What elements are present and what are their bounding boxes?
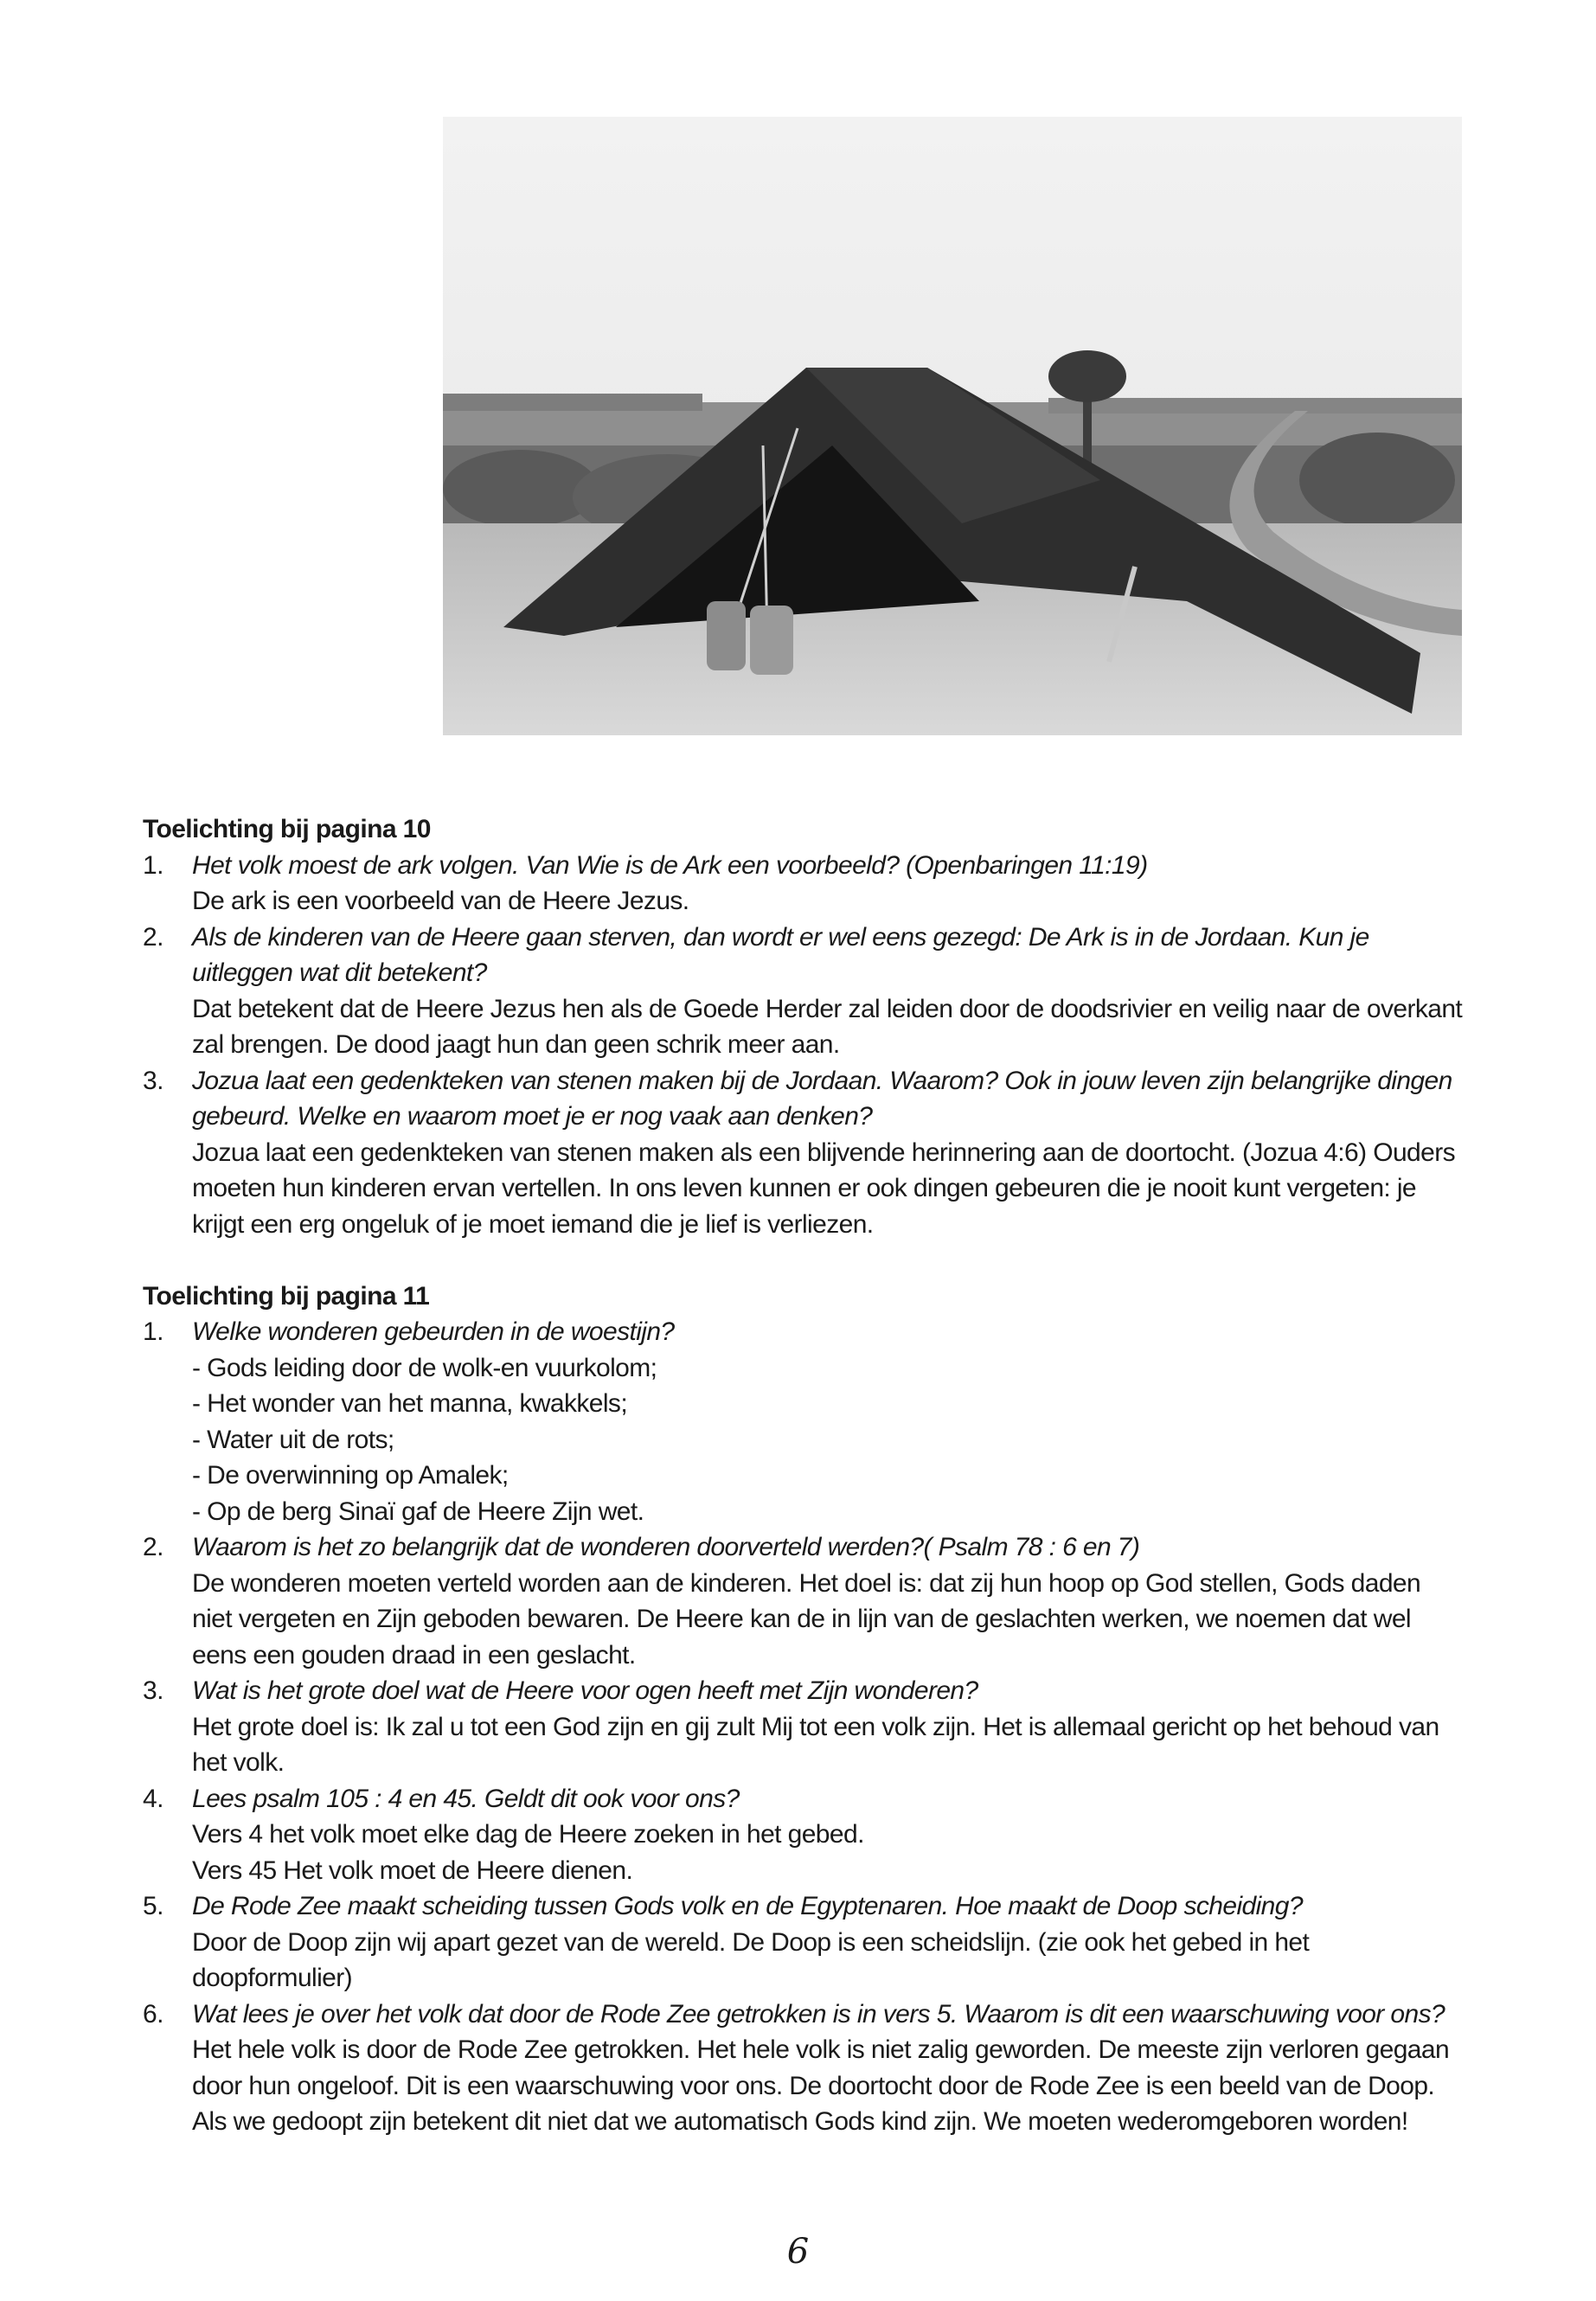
item-number: 3. xyxy=(143,1676,163,1705)
answer-text: De wonderen moeten verteld worden aan de kinderen. Het doel is: dat zij hun hoop op God stellen, Gods daden niet vergeten en Zijn geboden bewaren. De Heere kan de in lijn van de geslachten werken, we noemen dat wel eens een gouden draad in een geslacht. xyxy=(192,1568,1421,1670)
question-text: Wat lees je over het volk dat door de Rode Zee getrokken is in vers 5. Waarom is dit een waarschuwing voor ons? xyxy=(192,1999,1445,2029)
document-body xyxy=(143,811,1466,2176)
list-item xyxy=(143,848,1466,920)
answer-line: Vers 4 het volk moet elke dag de Heere zoeken in het gebed. xyxy=(192,1820,864,1849)
question-text: Als de kinderen van de Heere gaan sterven, dan wordt er wel eens gezegd: De Ark is in de Jordaan. Kun je uitleggen wat dit betekent? xyxy=(192,922,1369,987)
tent-photo xyxy=(443,117,1462,735)
answer-bullet: - Water uit de rots; xyxy=(192,1425,394,1454)
question-text: Wat is het grote doel wat de Heere voor ogen heeft met Zijn wonderen? xyxy=(192,1676,978,1705)
answer-bullet: - Het wonder van het manna, kwakkels; xyxy=(192,1389,628,1418)
answer-bullet: - De overwinning op Amalek; xyxy=(192,1461,509,1490)
list-item xyxy=(143,1888,1466,1997)
answer-text: Het hele volk is door de Rode Zee getrokken. Het hele volk is niet zalig geworden. De meeste zijn verloren gegaan door hun ongeloof. Dit is een waarschuwing voor ons. De doortocht door de Rode Zee is een beeld van de Doop. Als we gedoopt zijn betekent dit niet dat we automatisch Gods kind zijn. We moeten wederomgeboren worden! xyxy=(192,2035,1450,2136)
list-item xyxy=(143,920,1466,1063)
item-number: 2. xyxy=(143,922,163,952)
question-text: Waarom is het zo belangrijk dat de wonderen doorverteld werden?( Psalm 78 : 6 en 7) xyxy=(192,1533,1140,1561)
section-title: Toelichting bij pagina 11 xyxy=(143,1281,430,1311)
photo-tent-desert-icon xyxy=(443,117,1462,735)
list-item xyxy=(143,1673,1466,1781)
item-number: 5. xyxy=(143,1892,163,1920)
answer-bullet: - Op de berg Sinaï gaf de Heere Zijn wet. xyxy=(192,1497,644,1526)
list-item xyxy=(143,1063,1466,1243)
section-page-10 xyxy=(143,811,1466,1242)
list-item xyxy=(143,1314,1466,1529)
answer-text: Door de Doop zijn wij apart gezet van de wereld. De Doop is een scheidslijn. (zie ook het gebed in het doopformulier) xyxy=(192,1927,1310,1992)
question-text: De Rode Zee maakt scheiding tussen Gods volk en de Egyptenaren. Hoe maakt de Doop scheiding? xyxy=(192,1892,1303,1920)
list-item xyxy=(143,1529,1466,1673)
answer-text: De ark is een voorbeeld van de Heere Jezus. xyxy=(192,887,689,915)
item-number: 1. xyxy=(143,1317,163,1346)
item-number: 6. xyxy=(143,1999,163,2029)
answer-bullet: - Gods leiding door de wolk-en vuurkolom; xyxy=(192,1353,657,1382)
answer-line: Vers 45 Het volk moet de Heere dienen. xyxy=(192,1856,633,1885)
answer-text: Dat betekent dat de Heere Jezus hen als de Goede Herder zal leiden door de doodsrivier en veilig naar de overkant zal brengen. De dood jaagt hun dan geen schrik meer aan. xyxy=(192,994,1463,1059)
answer-text: Jozua laat een gedenkteken van stenen maken als een blijvende herinnering aan de doortocht. (Jozua 4:6) Ouders moeten hun kinderen ervan vertellen. In ons leven kunnen er ook dingen gebeuren die je nooit kunt vergeten: je krijgt een erg ongeluk of je moet iemand die je lief is verliezen. xyxy=(192,1138,1456,1239)
question-text: Welke wonderen gebeurden in de woestijn? xyxy=(192,1317,675,1346)
answer-text: Het grote doel is: Ik zal u tot een God zijn en gij zult Mij tot een volk zijn. Het is allemaal gericht op het behoud van het volk. xyxy=(192,1712,1439,1777)
question-list xyxy=(143,848,1466,1243)
question-text: Jozua laat een gedenkteken van stenen maken bij de Jordaan. Waarom? Ook in jouw leven zijn belangrijke dingen gebeurd. Welke en waarom moet je er nog vaak aan denken? xyxy=(192,1066,1452,1131)
list-item xyxy=(143,1781,1466,1889)
list-item xyxy=(143,1997,1466,2140)
item-number: 4. xyxy=(143,1784,163,1813)
question-text: Het volk moest de ark volgen. Van Wie is de Ark een voorbeeld? (Openbaringen 11:19) xyxy=(192,850,1148,880)
question-list xyxy=(143,1314,1466,2140)
section-title: Toelichting bij pagina 10 xyxy=(143,815,431,843)
item-number: 2. xyxy=(143,1533,163,1561)
item-number: 1. xyxy=(143,850,163,880)
item-number: 3. xyxy=(143,1066,163,1095)
page-number: 6 xyxy=(786,2232,810,2272)
section-page-11 xyxy=(143,1279,1466,2140)
question-text: Lees psalm 105 : 4 en 45. Geldt dit ook voor ons? xyxy=(192,1784,740,1813)
